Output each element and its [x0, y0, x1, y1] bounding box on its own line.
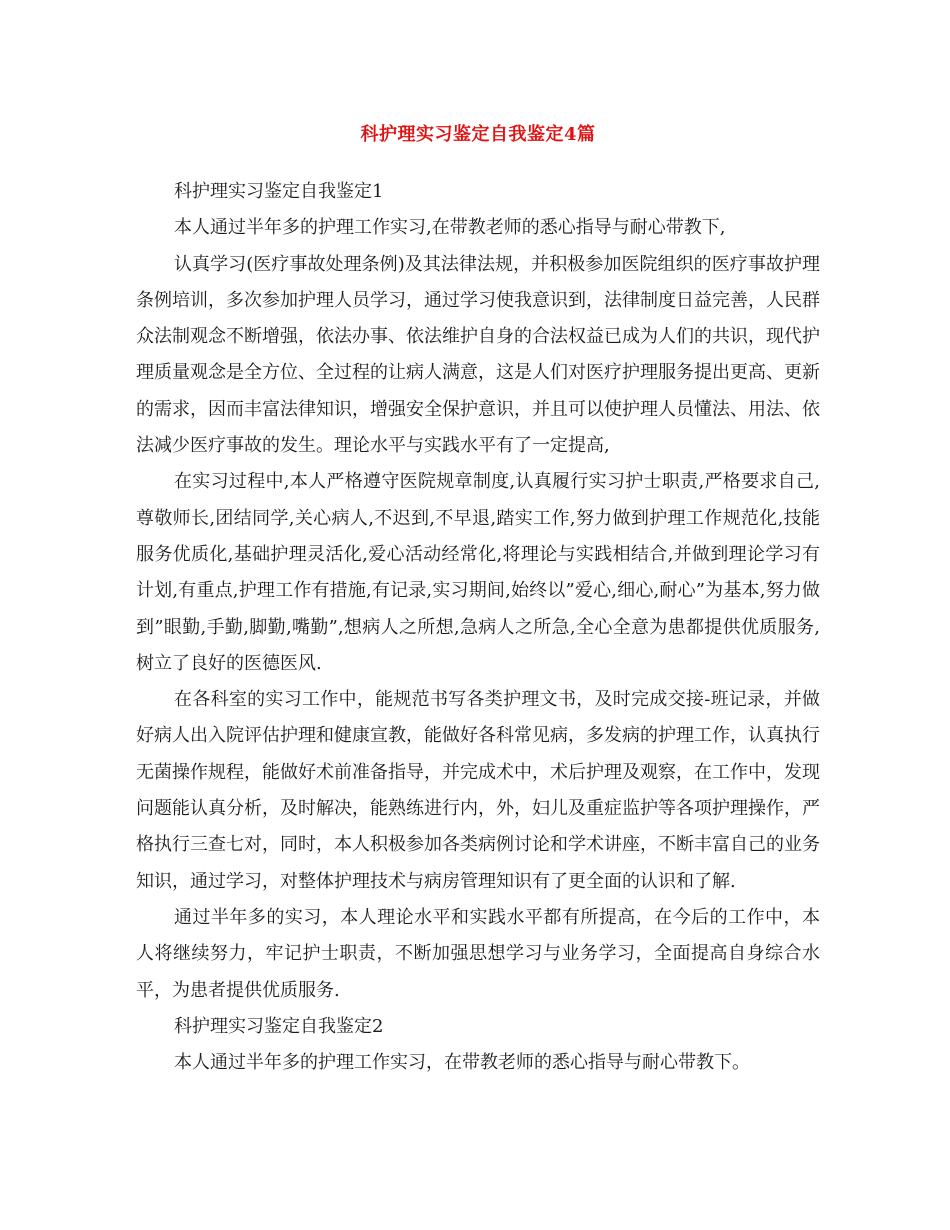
- paragraph: 本人通过半年多的护理工作实习,在带教老师的悉心指导与耐心带教下,: [174, 217, 726, 239]
- document-title: 科护理实习鉴定自我鉴定4篇: [360, 124, 596, 145]
- section-heading-2: 科护理实习鉴定自我鉴定2: [174, 1015, 384, 1037]
- paragraph: 本人通过半年多的护理工作实习，在带教老师的悉心指导与耐心带教下。: [174, 1052, 750, 1074]
- paragraph: 在各科室的实习工作中，能规范书写各类护理文书，及时完成交接-班记录，并做好病人出入院评估护理和健康宣教，能做好各科常见病，多发病的护理工作，认真执行无菌操作规程，能做好术前准备指导，并完成术中，术后护理及观察，在工作中，发现问题能认真分析，及时解决，能熟练进行内，外，妇儿及重症监护等各项护理操作，严格执行三查七对，同时，本人积极参加各类病例讨论和学术讲座，不断丰富自己的业务知识，通过学习，对整体护理技术与病房管理知识有了更全面的认识和了解.: [136, 689, 820, 892]
- paragraph: 通过半年多的实习，本人理论水平和实践水平都有所提高，在今后的工作中，本人将继续努力，牢记护士职责，不断加强思想学习与业务学习，全面提高自身综合水平，为患者提供优质服务.: [136, 906, 820, 1001]
- paragraph: 在实习过程中,本人严格遵守医院规章制度,认真履行实习护士职责,严格要求自己,尊敬师长,团结同学,关心病人,不迟到,不早退,踏实工作,努力做到护理工作规范化,技能服务优质化,基础护理灵活化,爱心活动经常化,将理论与实践相结合,并做到理论学习有计划,有重点,护理工作有措施,有记录,实习期间,始终以”爱心,细心,耐心”为基本,努力做到”眼勤,手勤,脚勤,嘴勤”,想病人之所想,急病人之所急,全心全意为患都提供优质服务,树立了良好的医德医风.: [136, 471, 820, 674]
- document-page: [136, 118, 820, 1081]
- section-heading-1: 科护理实习鉴定自我鉴定1: [174, 181, 384, 202]
- paragraph: 认真学习(医疗事故处理条例)及其法律法规，并积极参加医院组织的医疗事故护理条例培训，多次参加护理人员学习，通过学习使我意识到，法律制度日益完善，人民群众法制观念不断增强，依法办事、依法维护自身的合法权益已成为人们的共识，现代护理质量观念是全方位、全过程的让病人满意，这是人们对医疗护理服务提出更高、更新的需求，因而丰富法律知识，增强安全保护意识，并且可以使护理人员懂法、用法、依法减少医疗事故的发生。理论水平与实践水平有了一定提高,: [136, 253, 820, 457]
